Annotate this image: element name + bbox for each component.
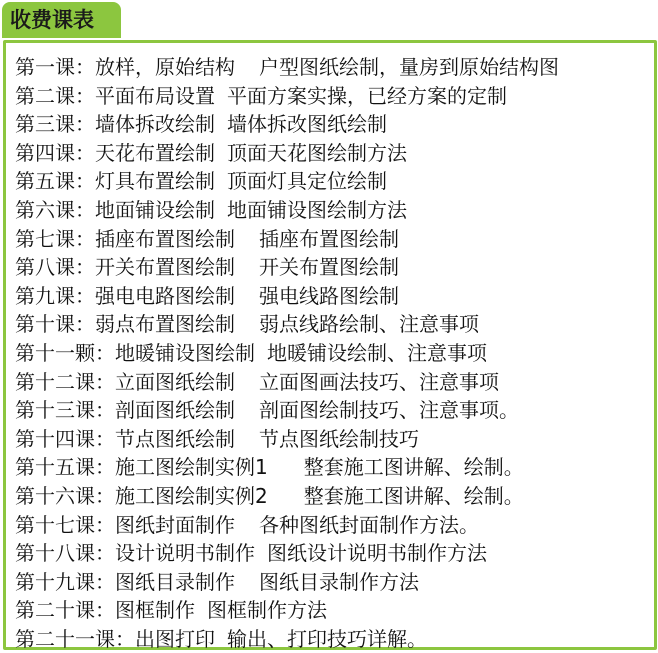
lesson-title: 第三课：墙体拆改绘制 <box>15 112 215 137</box>
header-tab <box>2 2 121 38</box>
lesson-row <box>15 139 559 168</box>
lesson-title: 第九课：强电电路图绘制 <box>15 283 235 308</box>
lesson-detail: 整套施工图讲解、绘制。 <box>303 483 524 508</box>
lesson-detail: 墙体拆改图纸绘制 <box>227 112 387 137</box>
lesson-row <box>15 568 559 597</box>
lesson-row <box>15 625 559 653</box>
lesson-row <box>15 425 559 454</box>
lesson-title: 第十六课：施工图绘制实例2 <box>15 483 268 508</box>
lesson-row <box>15 196 559 225</box>
lesson-title: 第六课：地面铺设绘制 <box>15 197 215 222</box>
lesson-detail: 整套施工图讲解、绘制。 <box>303 455 524 480</box>
lesson-row <box>15 453 559 482</box>
lesson-detail: 各种图纸封面制作方法。 <box>259 512 479 537</box>
course-schedule-panel <box>3 40 657 650</box>
lesson-row <box>15 225 559 254</box>
lesson-title: 第二十一课：出图打印 <box>15 626 215 651</box>
lesson-title: 第十三课：剖面图纸绘制 <box>15 398 235 423</box>
lesson-detail: 顶面灯具定位绘制 <box>227 169 387 194</box>
lesson-row <box>15 282 559 311</box>
lesson-detail: 开关布置图绘制 <box>259 255 399 280</box>
lesson-detail: 图框制作方法 <box>207 598 327 623</box>
lesson-detail: 平面方案实操，已经方案的定制 <box>227 83 507 108</box>
lesson-detail: 强电线路图绘制 <box>259 283 399 308</box>
lesson-title: 第四课：天花布置绘制 <box>15 140 215 165</box>
watermark-mark <box>0 310 14 370</box>
lesson-detail: 插座布置图绘制 <box>259 226 399 251</box>
lesson-row <box>15 339 559 368</box>
lesson-row <box>15 82 559 111</box>
lesson-row <box>15 310 559 339</box>
lesson-title: 第十四课：节点图纸绘制 <box>15 426 235 451</box>
lesson-detail: 图纸目录制作方法 <box>259 569 419 594</box>
page-title: 收费课表 <box>10 8 94 32</box>
lesson-row <box>15 253 559 282</box>
lesson-title: 第八课：开关布置图绘制 <box>15 255 235 280</box>
lesson-detail: 弱点线路绘制、注意事项 <box>259 312 479 337</box>
lesson-detail: 节点图纸绘制技巧 <box>259 426 419 451</box>
lesson-detail: 输出、打印技巧详解。 <box>227 626 427 651</box>
lesson-detail: 图纸设计说明书制作方法 <box>267 541 487 566</box>
lesson-title: 第五课：灯具布置绘制 <box>15 169 215 194</box>
lesson-detail: 立面图画法技巧、注意事项 <box>259 369 499 394</box>
lesson-detail: 地暖铺设绘制、注意事项 <box>267 340 487 365</box>
lesson-list <box>15 53 559 653</box>
lesson-detail: 户型图纸绘制，量房到原始结构图 <box>259 55 559 79</box>
lesson-row <box>15 511 559 540</box>
lesson-title: 第二课：平面布局设置 <box>15 83 215 108</box>
lesson-row <box>15 368 559 397</box>
lesson-title: 第十二课：立面图纸绘制 <box>15 369 235 394</box>
lesson-row <box>15 110 559 139</box>
lesson-title: 第七课：插座布置图绘制 <box>15 226 235 251</box>
lesson-row <box>15 396 559 425</box>
lesson-detail: 剖面图绘制技巧、注意事项。 <box>259 398 519 423</box>
lesson-detail: 顶面天花图绘制方法 <box>227 140 407 165</box>
lesson-detail: 地面铺设图绘制方法 <box>227 197 407 222</box>
lesson-title: 第十五课：施工图绘制实例1 <box>15 455 268 480</box>
lesson-row <box>15 167 559 196</box>
lesson-row <box>15 539 559 568</box>
lesson-title: 第一课：放样，原始结构 <box>15 55 235 79</box>
lesson-title: 第十八课：设计说明书制作 <box>15 541 255 566</box>
lesson-row <box>15 596 559 625</box>
lesson-title: 第十九课：图纸目录制作 <box>15 569 235 594</box>
lesson-row <box>15 53 559 82</box>
lesson-row <box>15 482 559 511</box>
lesson-title: 第十课：弱点布置图绘制 <box>15 312 235 337</box>
lesson-title: 第十七课：图纸封面制作 <box>15 512 235 537</box>
lesson-title: 第十一颗：地暖铺设图绘制 <box>15 340 255 365</box>
lesson-title: 第二十课：图框制作 <box>15 598 195 623</box>
